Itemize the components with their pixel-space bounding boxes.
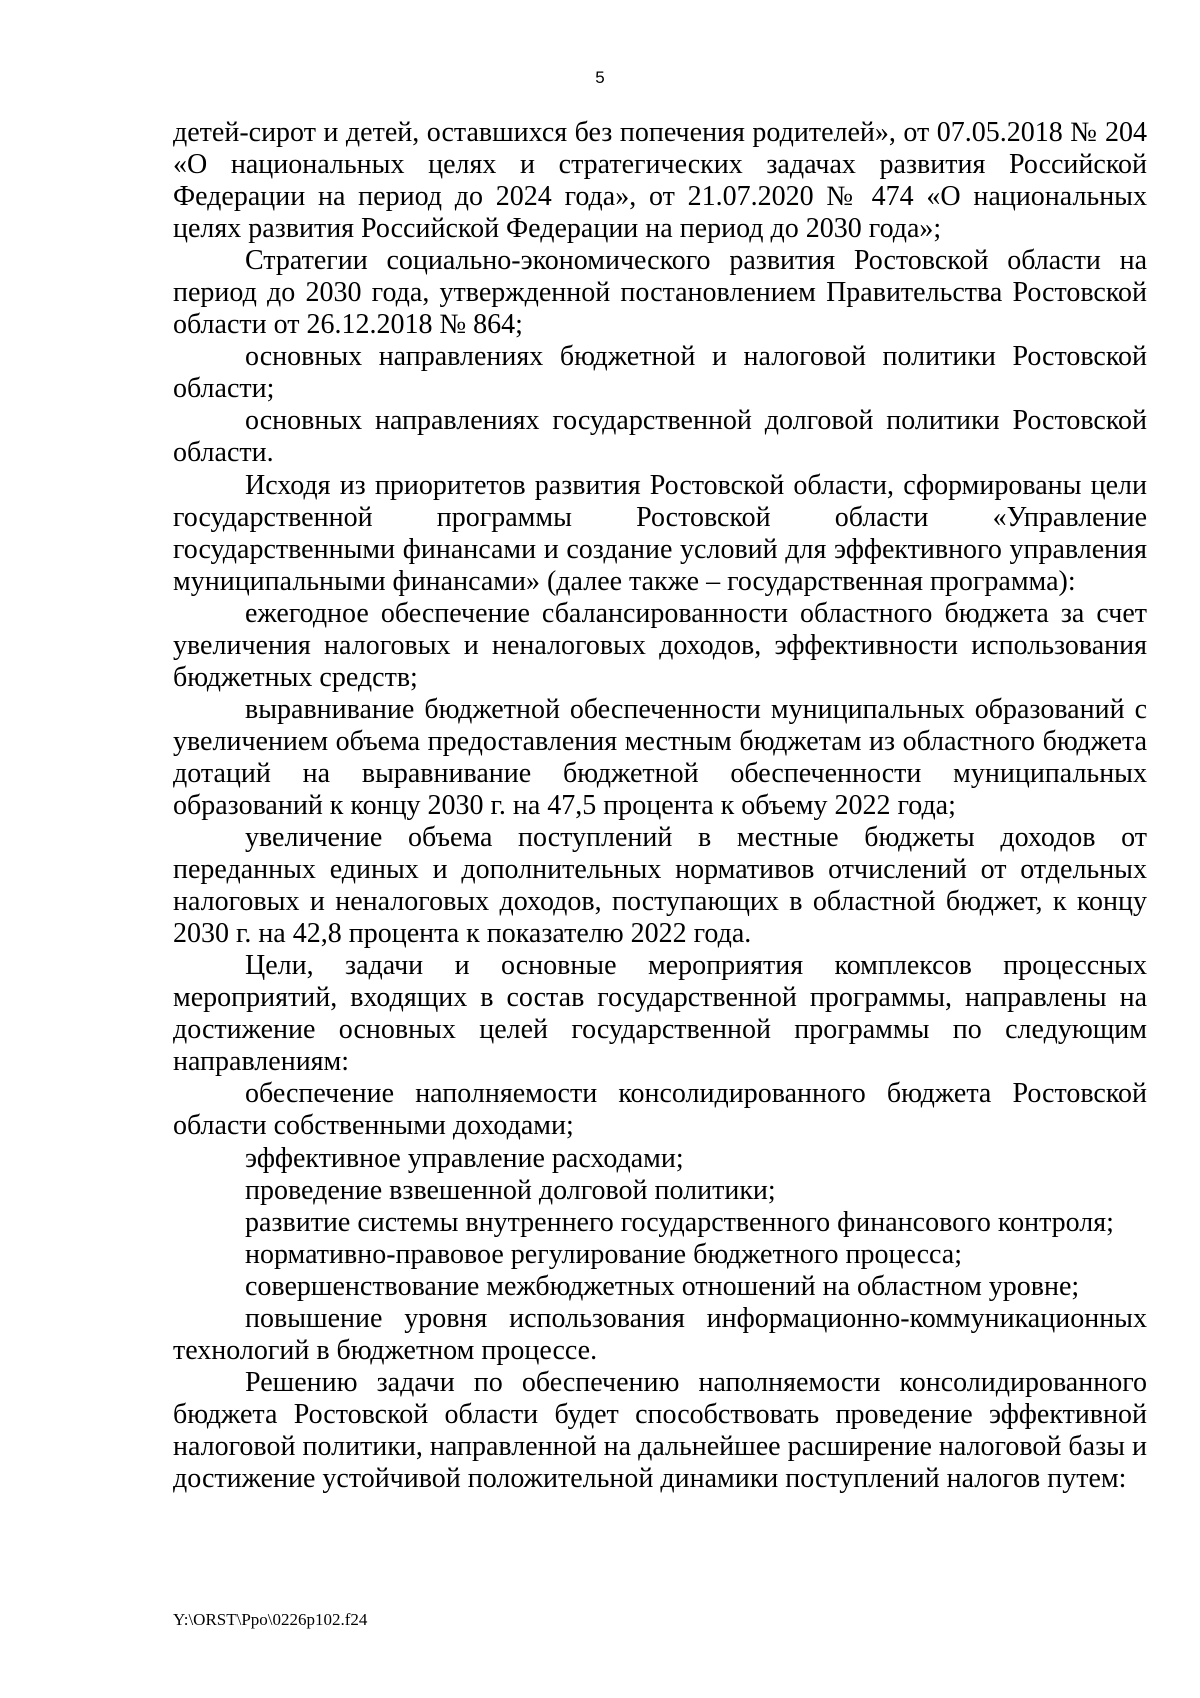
paragraph: Исходя из приоритетов развития Ростовской области, сформированы цели государственной программы Ростовской области «Управление государственными финансами и создание условий для эффективного управления муниципальными финансами» (далее также – государственная программа): (173, 469, 1147, 597)
paragraph: основных направлениях государственной долговой политики Ростовской области. (173, 405, 1147, 469)
paragraph: Цели, задачи и основные мероприятия комплексов процессных мероприятий, входящих в состав государственной программы, направлены на достижение основных целей государственной программы по следующим направлениям: (173, 950, 1147, 1078)
paragraph: основных направлениях бюджетной и налоговой политики Ростовской области; (173, 341, 1147, 405)
paragraph: повышение уровня использования информационно-коммуникационных технологий в бюджетном процессе. (173, 1302, 1147, 1366)
paragraph: нормативно-правовое регулирование бюджетного процесса; (245, 1238, 962, 1270)
paragraph: Решению задачи по обеспечению наполняемости консолидированного бюджета Ростовской области будет способствовать проведение эффективной налоговой политики, направленной на дальнейшее расширение налоговой базы и достижение устойчивой положительной динамики поступлений налогов путем: (173, 1366, 1147, 1494)
paragraph: развитие системы внутреннего государственного финансового контроля; (245, 1206, 1114, 1238)
paragraph: проведение взвешенной долговой политики; (245, 1174, 776, 1206)
paragraph: ежегодное обеспечение сбалансированности областного бюджета за счет увеличения налоговых и неналоговых доходов, эффективности использования бюджетных средств; (173, 597, 1147, 693)
paragraph: детей-сирот и детей, оставшихся без попечения родителей», от 07.05.2018 № 204 «О национальных целях и стратегических задачах развития Российской Федерации на период до 2024 года», от 21.07.2020 № 474 «О национальных целях развития Российской Федерации на период до 2030 года»; (173, 117, 1147, 245)
footer-file-path: Y:\ORST\Ppo\0226p102.f24 (173, 1610, 368, 1629)
paragraph: выравнивание бюджетной обеспеченности муниципальных образований с увеличением объема предоставления местным бюджетам из областного бюджета дотаций на выравнивание бюджетной обеспеченности муниципальных образований к концу 2030 г. на 47,5 процента к объему 2022 года; (173, 693, 1147, 821)
paragraph: Стратегии социально-экономического развития Ростовской области на период до 2030 года, утвержденной постановлением Правительства Ростовской области от 26.12.2018 № 864; (173, 245, 1147, 341)
paragraph: совершенствование межбюджетных отношений на областном уровне; (245, 1270, 1080, 1302)
paragraph: обеспечение наполняемости консолидированного бюджета Ростовской области собственными доходами; (173, 1078, 1147, 1142)
page-number: 5 (595, 68, 605, 87)
paragraph: эффективное управление расходами; (245, 1142, 684, 1174)
paragraph: увеличение объема поступлений в местные бюджеты доходов от переданных единых и дополнительных нормативов отчислений от отдельных налоговых и неналоговых доходов, поступающих в областной бюджет, к концу 2030 г. на 42,8 процента к показателю 2022 года. (173, 822, 1147, 950)
document-body (173, 117, 1147, 1495)
